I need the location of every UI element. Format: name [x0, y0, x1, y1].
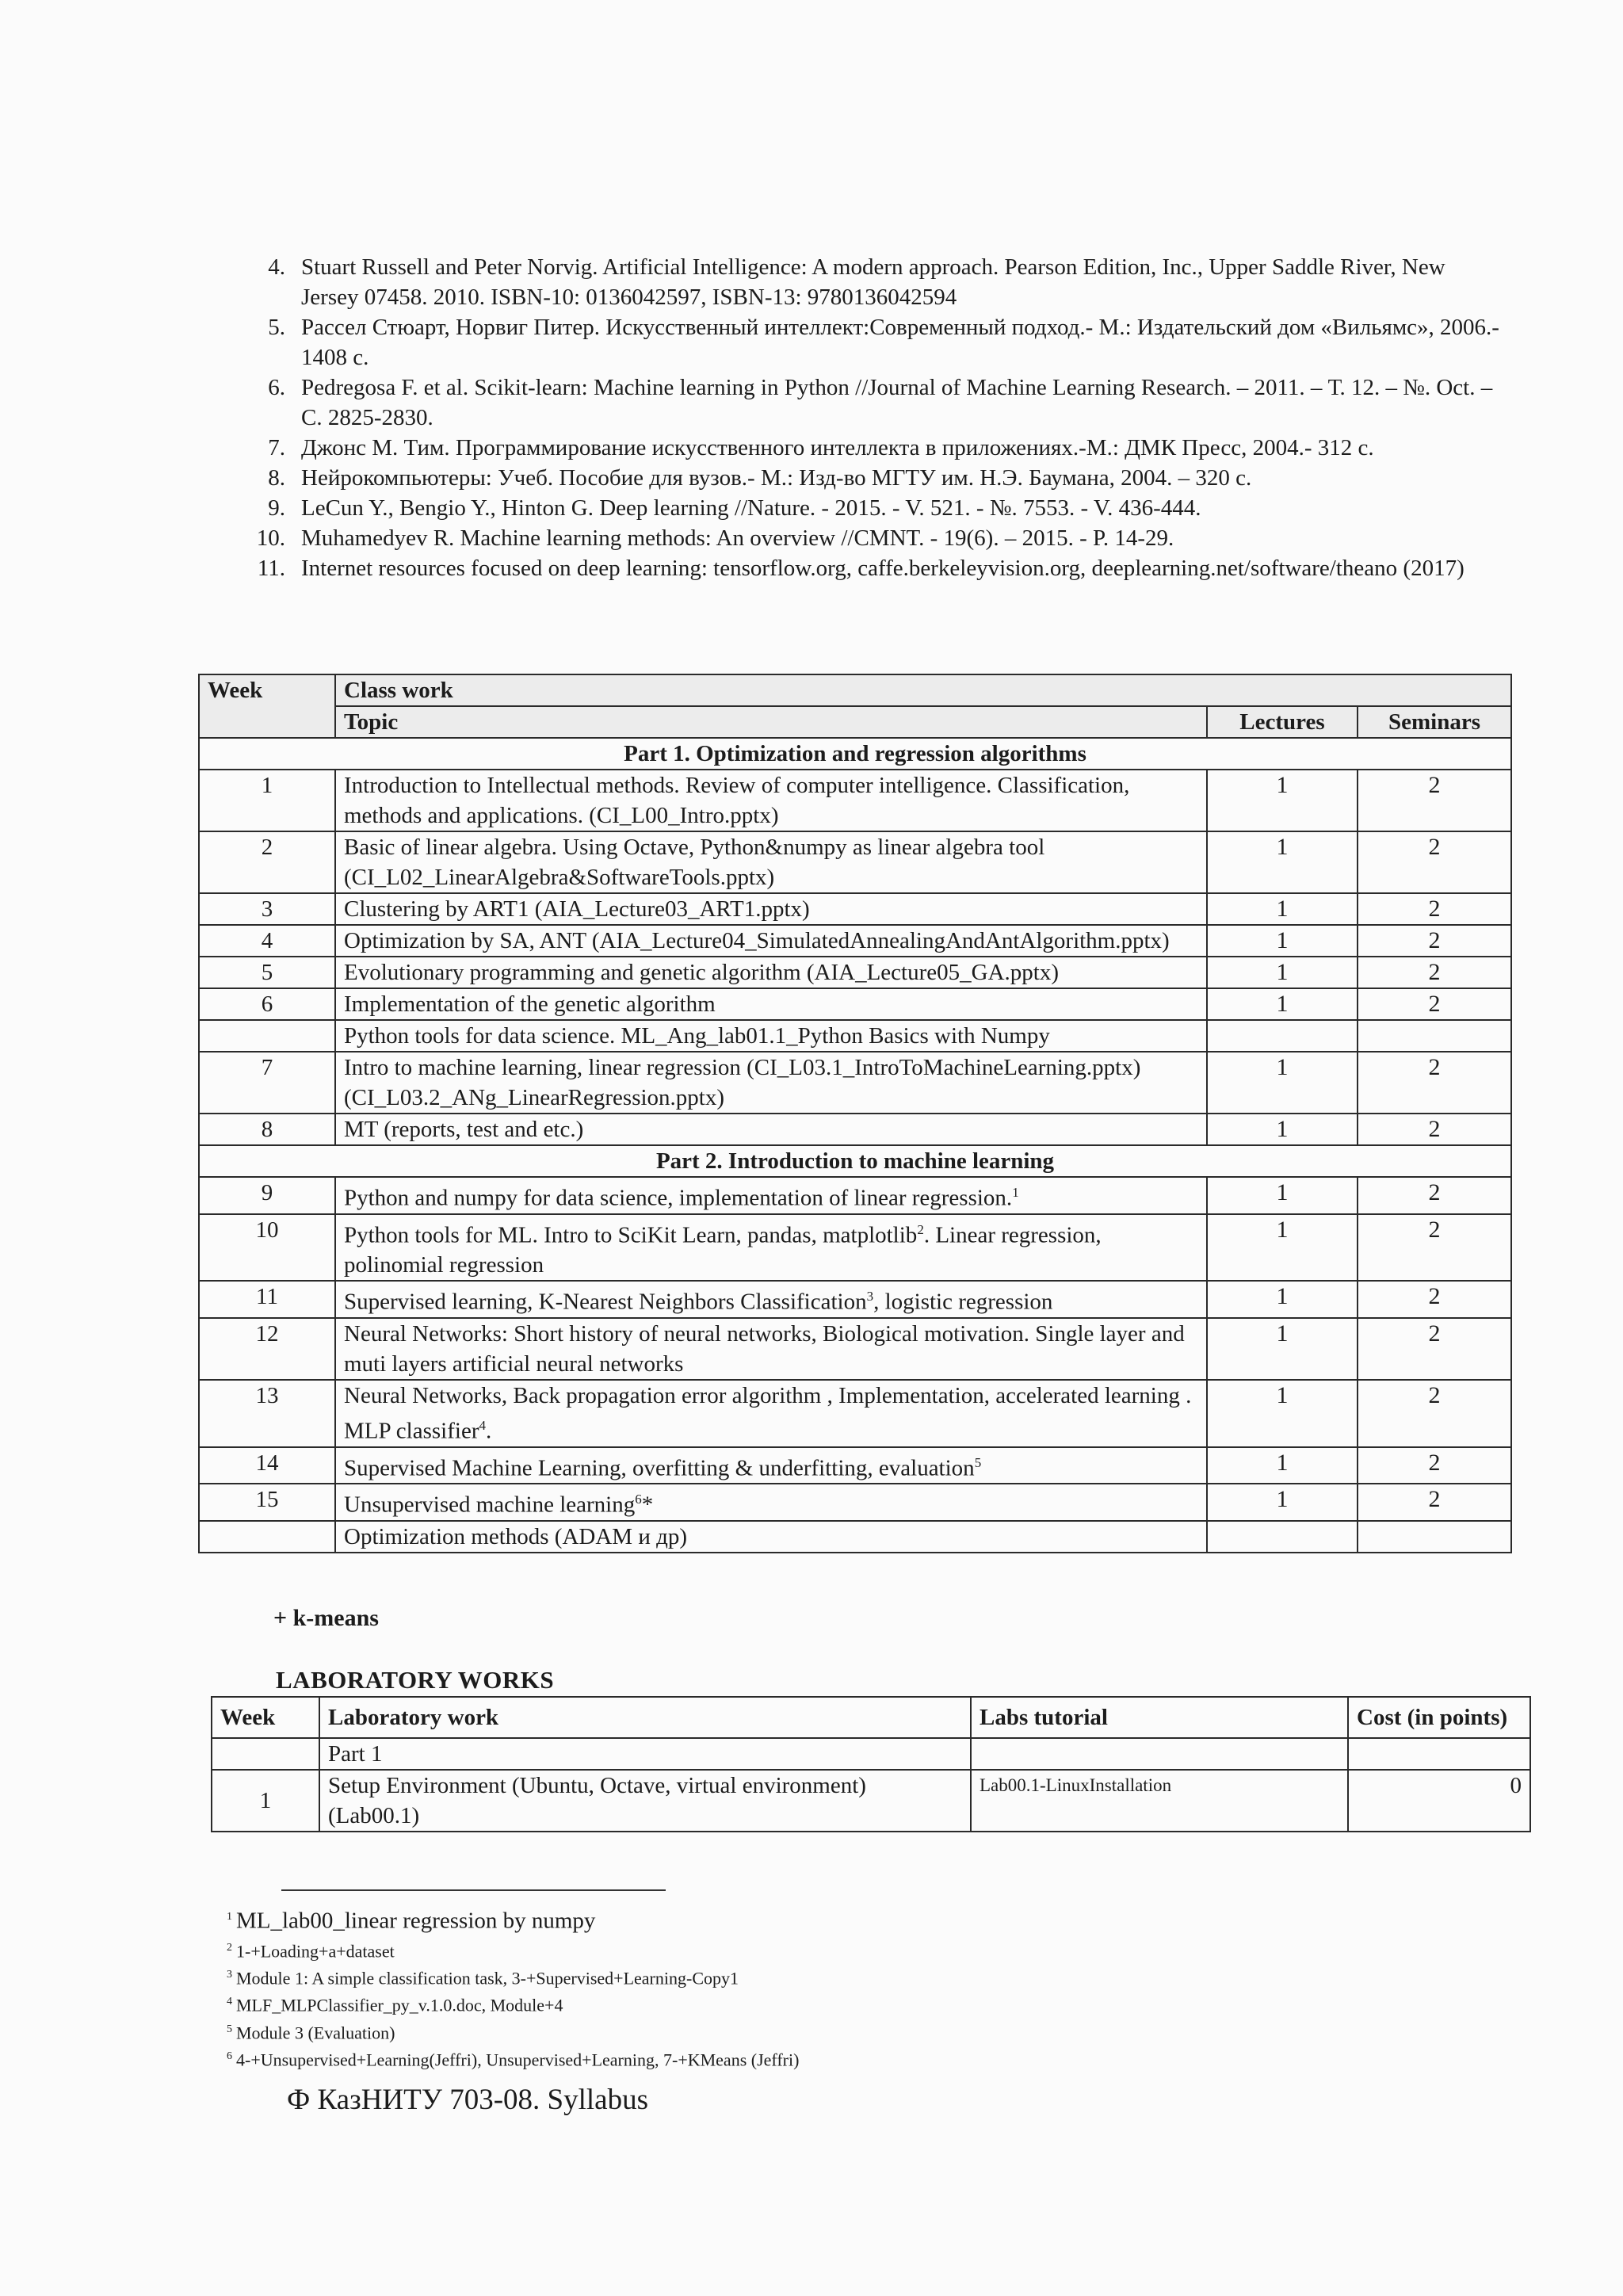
footnote-item — [227, 1902, 1336, 1936]
table-row — [199, 1380, 1511, 1447]
topic-text: Intro to machine learning, linear regression (CI_L03.1_IntroToMachineLearning.pptx) (CI_L03.2_ANg_LinearRegression.pptx) — [344, 1055, 1141, 1110]
seminars-cell: 2 — [1358, 1281, 1511, 1318]
footnote-number: 5 — [227, 2023, 232, 2035]
classwork-table — [198, 674, 1512, 1553]
footnote-number: 4 — [227, 1996, 232, 2008]
table-row — [199, 1484, 1511, 1521]
topic-text: Basic of linear algebra. Using Octave, Python&numpy as linear algebra tool (CI_L02_LinearAlgebra&SoftwareTools.pptx) — [344, 835, 1045, 890]
footnote-ref: 3 — [866, 1289, 874, 1305]
labs-tutorial-cell: Lab00.1-LinuxInstallation — [971, 1770, 1348, 1832]
topic-cell — [335, 1484, 1207, 1521]
part-title: Part 2. Introduction to machine learning — [199, 1145, 1511, 1177]
week-cell: 7 — [199, 1052, 335, 1114]
reference-text: LeCun Y., Bengio Y., Hinton G. Deep learning //Nature. - 2015. - V. 521. - №. 7553. - V. 436-444. — [301, 495, 1201, 521]
labs-empty-cell — [1348, 1738, 1530, 1770]
week-cell: 1 — [199, 770, 335, 831]
reference-number: 4. — [268, 254, 285, 280]
part-title: Part 1. Optimization and regression algorithms — [199, 738, 1511, 770]
footnote-ref: 4 — [479, 1417, 486, 1433]
table-row — [199, 1214, 1511, 1282]
labs-part-label: Part 1 — [319, 1738, 971, 1770]
table-header-row — [199, 674, 1511, 706]
seminars-cell: 2 — [1358, 1052, 1511, 1114]
week-cell: 10 — [199, 1214, 335, 1282]
lectures-cell: 1 — [1207, 831, 1358, 893]
footnote-text: Module 3 (Evaluation) — [236, 2022, 395, 2042]
table-row — [199, 1318, 1511, 1380]
topic-text: Clustering by ART1 (AIA_Lecture03_ART1.pptx) — [344, 896, 810, 922]
topic-cell — [335, 1380, 1207, 1447]
footnote-number: 3 — [227, 1968, 232, 1981]
lectures-cell: 1 — [1207, 770, 1358, 831]
table-row — [199, 770, 1511, 831]
lectures-cell: 1 — [1207, 1177, 1358, 1214]
lectures-cell: 1 — [1207, 1281, 1358, 1318]
table-row — [199, 925, 1511, 957]
topic-cell — [335, 1521, 1207, 1553]
kmeans-note: + k-means — [273, 1605, 379, 1631]
reference-text: Internet resources focused on deep learning: tensorflow.org, caffe.berkeleyvision.org, deeplearning.net/software/theano (2017) — [301, 556, 1465, 581]
reference-number: 6. — [268, 375, 285, 400]
labs-tutorial-header: Labs tutorial — [971, 1697, 1348, 1738]
reference-number: 7. — [268, 435, 285, 460]
reference-number: 9. — [268, 495, 285, 521]
lectures-cell: 1 — [1207, 925, 1358, 957]
reference-item — [238, 252, 1506, 312]
week-header: Week — [199, 674, 335, 738]
reference-number: 5. — [268, 315, 285, 340]
footnote-text: Module 1: A simple classification task, 3-+Supervised+Learning-Copy1 — [236, 1968, 739, 1988]
reference-item — [238, 312, 1506, 372]
topic-cell — [335, 1114, 1207, 1145]
topic-cell — [335, 1318, 1207, 1380]
topic-cell — [335, 988, 1207, 1020]
topic-text: Evolutionary programming and genetic algorithm (AIA_Lecture05_GA.pptx) — [344, 960, 1059, 985]
topic-cell — [335, 770, 1207, 831]
footnotes-list — [227, 1902, 1336, 2072]
reference-item — [238, 463, 1506, 493]
footnote-ref: 6 — [635, 1492, 642, 1507]
footnote-separator — [281, 1889, 666, 1891]
table-row — [199, 1114, 1511, 1145]
table-row — [199, 1052, 1511, 1114]
table-header-row — [199, 706, 1511, 738]
labs-section-title: LABORATORY WORKS — [276, 1666, 555, 1694]
week-cell: 3 — [199, 893, 335, 925]
reference-item — [238, 493, 1506, 523]
reference-number: 11. — [257, 556, 285, 581]
labs-empty-cell — [212, 1738, 319, 1770]
reference-item — [238, 523, 1506, 553]
topic-text: Python tools for data science. ML_Ang_lab01.1_Python Basics with Numpy — [344, 1023, 1050, 1049]
seminars-cell: 2 — [1358, 893, 1511, 925]
footnote-ref: 1 — [1012, 1185, 1019, 1200]
week-cell: 15 — [199, 1484, 335, 1521]
labs-table — [211, 1696, 1531, 1832]
seminars-cell: 2 — [1358, 1484, 1511, 1521]
topic-header: Topic — [335, 706, 1207, 738]
labs-work-cell: Setup Environment (Ubuntu, Octave, virtual environment) (Lab00.1) — [319, 1770, 971, 1832]
lectures-cell — [1207, 1521, 1358, 1553]
reference-item — [238, 433, 1506, 463]
footnote-number: 2 — [227, 1941, 232, 1954]
lectures-cell: 1 — [1207, 1380, 1358, 1447]
lectures-cell: 1 — [1207, 1484, 1358, 1521]
footnote-number: 6 — [227, 2050, 232, 2062]
classwork-header: Class work — [335, 674, 1511, 706]
table-row — [212, 1738, 1530, 1770]
labs-cost-cell: 0 — [1348, 1770, 1530, 1832]
seminars-header: Seminars — [1358, 706, 1511, 738]
table-row — [199, 988, 1511, 1020]
reference-text: Pedregosa F. et al. Scikit-learn: Machine learning in Python //Journal of Machine Learning Research. – 2011. – Т. 12. – №. Oct. – С. 2825-2830. — [301, 375, 1493, 430]
reference-number: 8. — [268, 465, 285, 491]
lectures-header: Lectures — [1207, 706, 1358, 738]
topic-cell — [335, 1447, 1207, 1484]
lectures-cell: 1 — [1207, 1318, 1358, 1380]
part-row — [199, 1145, 1511, 1177]
topic-text: Unsupervised machine learning — [344, 1492, 636, 1518]
reference-text: Рассел Стюарт, Норвиг Питер. Искусственный интеллект:Современный подход.- М.: Издательский дом «Вильямс», 2006.- 1408 с. — [301, 315, 1499, 370]
seminars-cell — [1358, 1521, 1511, 1553]
topic-cell — [335, 831, 1207, 893]
footnote-ref: 5 — [974, 1454, 982, 1470]
week-cell — [199, 1521, 335, 1553]
table-row — [199, 1521, 1511, 1553]
topic-text: Introduction to Intellectual methods. Review of computer intelligence. Classification, methods and applications. (CI_L00_Intro.pptx) — [344, 773, 1130, 828]
topic-text: Optimization by SA, ANT (AIA_Lecture04_SimulatedAnnealingAndAntAlgorithm.pptx) — [344, 928, 1170, 953]
week-cell: 9 — [199, 1177, 335, 1214]
labs-week-header: Week — [212, 1697, 319, 1738]
seminars-cell: 2 — [1358, 1318, 1511, 1380]
footnote-item — [227, 1963, 1336, 1990]
seminars-cell — [1358, 1020, 1511, 1052]
seminars-cell: 2 — [1358, 1114, 1511, 1145]
topic-cell — [335, 893, 1207, 925]
week-cell: 12 — [199, 1318, 335, 1380]
week-cell: 4 — [199, 925, 335, 957]
footnote-item — [227, 2045, 1336, 2072]
week-cell: 13 — [199, 1380, 335, 1447]
labs-empty-cell — [971, 1738, 1348, 1770]
lectures-cell: 1 — [1207, 1052, 1358, 1114]
topic-text: Python tools for ML. Intro to SciKit Learn, pandas, matplotlib — [344, 1222, 918, 1248]
seminars-cell: 2 — [1358, 1380, 1511, 1447]
lectures-cell: 1 — [1207, 1447, 1358, 1484]
footnote-item — [227, 1990, 1336, 2017]
topic-cell — [335, 925, 1207, 957]
seminars-cell: 2 — [1358, 1177, 1511, 1214]
labs-cost-header: Cost (in points) — [1348, 1697, 1530, 1738]
table-row — [199, 893, 1511, 925]
seminars-cell: 2 — [1358, 1214, 1511, 1282]
topic-text: MT (reports, test and etc.) — [344, 1117, 584, 1142]
topic-text: Supervised learning, K-Nearest Neighbors Classification — [344, 1289, 867, 1315]
week-cell: 6 — [199, 988, 335, 1020]
week-cell: 8 — [199, 1114, 335, 1145]
topic-text: . Linear regression, polinomial regression — [344, 1222, 1102, 1278]
table-row — [199, 1177, 1511, 1214]
lectures-cell: 1 — [1207, 957, 1358, 988]
topic-text: Neural Networks: Short history of neural networks, Biological motivation. Single layer and muti layers artificial neural networks — [344, 1320, 1185, 1377]
week-cell: 11 — [199, 1281, 335, 1318]
seminars-cell: 2 — [1358, 925, 1511, 957]
page-footer: Ф КазНИТУ 703-08. Syllabus — [287, 2084, 648, 2116]
topic-text: * — [641, 1492, 654, 1518]
table-row — [212, 1770, 1530, 1832]
footnote-item — [227, 1936, 1336, 1963]
references-list — [238, 252, 1506, 583]
topic-cell — [335, 1281, 1207, 1318]
week-cell: 14 — [199, 1447, 335, 1484]
reference-item — [238, 372, 1506, 433]
table-row — [199, 957, 1511, 988]
topic-text: Implementation of the genetic algorithm — [344, 991, 716, 1017]
topic-cell — [335, 1052, 1207, 1114]
seminars-cell: 2 — [1358, 957, 1511, 988]
seminars-cell: 2 — [1358, 988, 1511, 1020]
table-row — [199, 831, 1511, 893]
topic-cell — [335, 1214, 1207, 1282]
table-row — [199, 1281, 1511, 1318]
reference-text: Джонс М. Тим. Программирование искусственного интеллекта в приложениях.-М.: ДМК Пресс, 2004.- 312 с. — [301, 435, 1374, 460]
reference-item — [238, 553, 1506, 583]
topic-cell — [335, 957, 1207, 988]
lectures-cell: 1 — [1207, 893, 1358, 925]
footnote-number: 1 — [227, 1911, 232, 1923]
week-cell: 5 — [199, 957, 335, 988]
footnote-text: MLF_MLPClassifier_py_v.1.0.doc, Module+4 — [236, 1995, 563, 2015]
topic-text: Supervised Machine Learning, overfitting & underfitting, evaluation — [344, 1455, 975, 1481]
topic-text: Neural Networks, Back propagation error algorithm , Implementation, accelerated learning . MLP classifier — [344, 1382, 1192, 1444]
seminars-cell: 2 — [1358, 831, 1511, 893]
lectures-cell — [1207, 1020, 1358, 1052]
footnote-text: 1-+Loading+a+dataset — [236, 1940, 395, 1961]
seminars-cell: 2 — [1358, 1447, 1511, 1484]
footnote-text: ML_lab00_linear regression by numpy — [236, 1908, 596, 1934]
lectures-cell: 1 — [1207, 1214, 1358, 1282]
lectures-cell: 1 — [1207, 988, 1358, 1020]
reference-text: Stuart Russell and Peter Norvig. Artificial Intelligence: A modern approach. Pearson Edition, Inc., Upper Saddle River, New Jersey 07458. 2010. ISBN-10: 0136042597, ISBN-13: 9780136042594 — [301, 254, 1445, 310]
reference-text: Нейрокомпьютеры: Учеб. Пособие для вузов.- М.: Изд-во МГТУ им. Н.Э. Баумана, 2004. – 320 с. — [301, 465, 1252, 491]
topic-text: Python and numpy for data science, implementation of linear regression. — [344, 1185, 1013, 1211]
topic-text: Optimization methods (ADAM и др) — [344, 1523, 688, 1549]
table-row — [199, 1020, 1511, 1052]
part-row — [199, 738, 1511, 770]
topic-cell — [335, 1020, 1207, 1052]
topic-cell — [335, 1177, 1207, 1214]
week-cell: 2 — [199, 831, 335, 893]
week-cell — [199, 1020, 335, 1052]
labs-work-header: Laboratory work — [319, 1697, 971, 1738]
topic-text: , logistic regression — [873, 1289, 1053, 1315]
lectures-cell: 1 — [1207, 1114, 1358, 1145]
topic-text: . — [485, 1418, 492, 1444]
footnote-text: 4-+Unsupervised+Learning(Jeffri), Unsupervised+Learning, 7-+KMeans (Jeffri) — [236, 2050, 800, 2070]
table-header-row — [212, 1697, 1530, 1738]
labs-week-cell: 1 — [212, 1770, 319, 1832]
reference-number: 10. — [256, 525, 285, 551]
footnote-item — [227, 2018, 1336, 2045]
seminars-cell: 2 — [1358, 770, 1511, 831]
footnote-ref: 2 — [917, 1221, 924, 1237]
table-row — [199, 1447, 1511, 1484]
reference-text: Muhamedyev R. Machine learning methods: An overview //CMNT. - 19(6). – 2015. - P. 14-29. — [301, 525, 1174, 551]
